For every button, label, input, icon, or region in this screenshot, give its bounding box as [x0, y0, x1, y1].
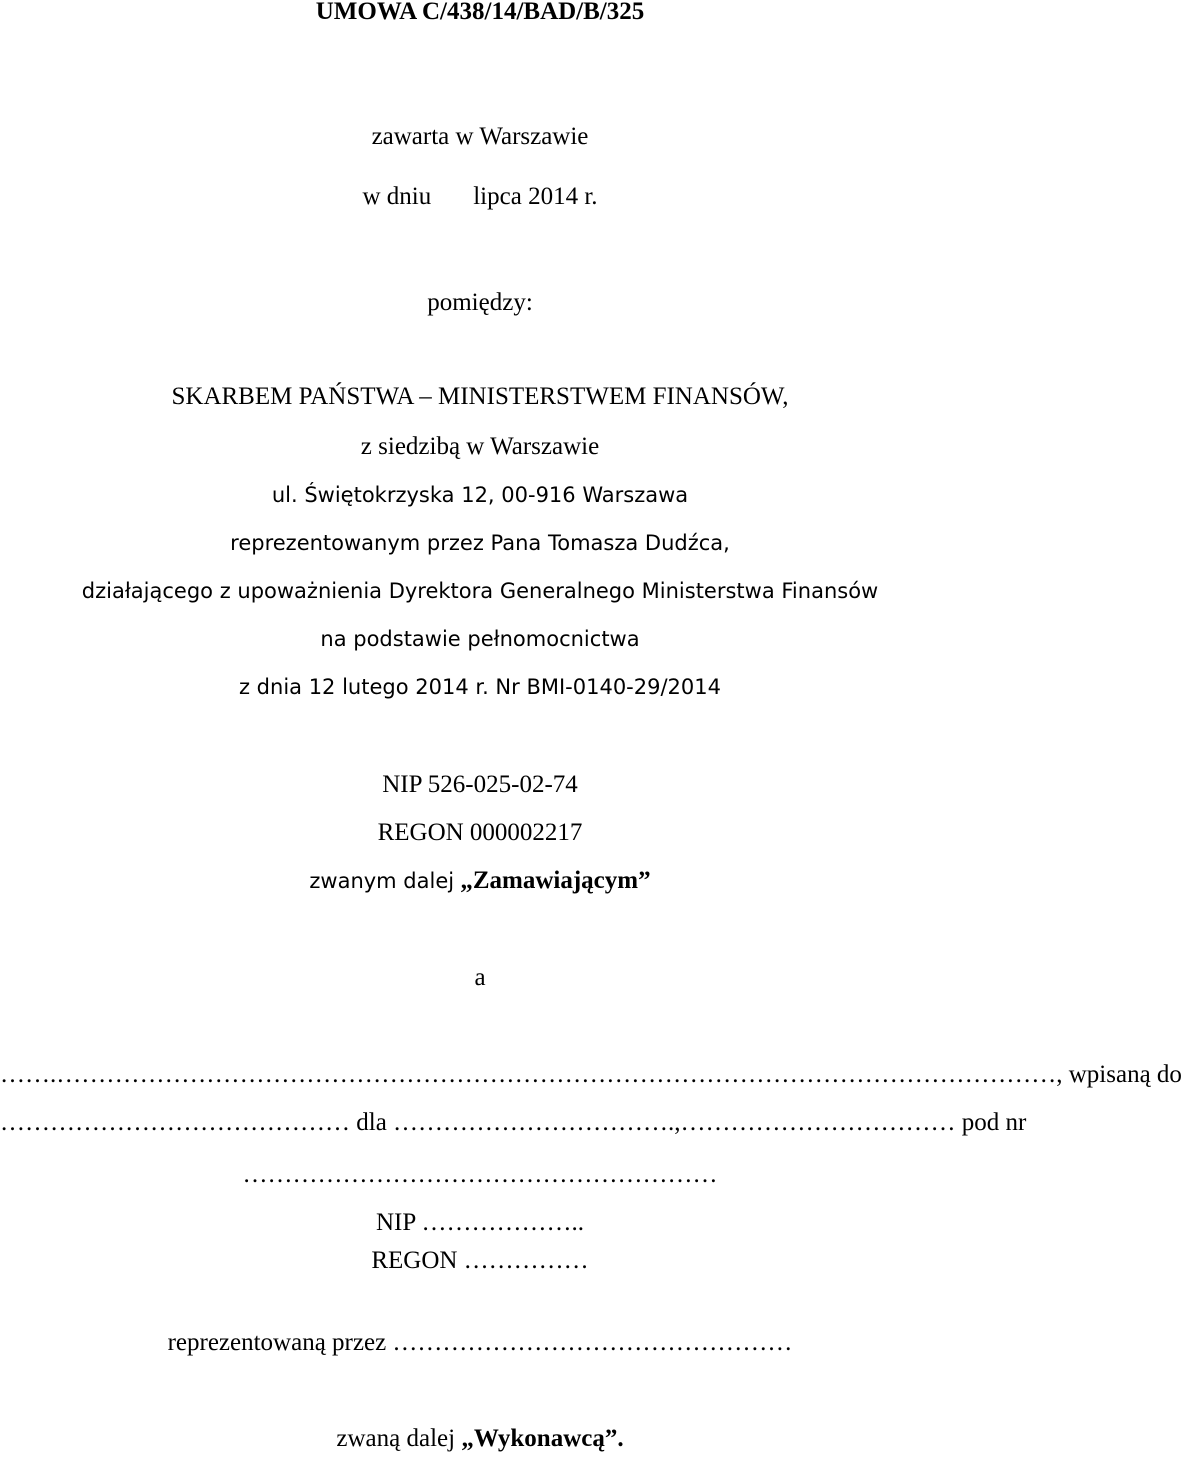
party1-name: SKARBEM PAŃSTWA – MINISTERSTWEM FINANSÓW,	[171, 383, 789, 410]
party2-nip: NIP ………………..	[375, 1209, 585, 1236]
date-suffix: lipca 2014 r.	[473, 183, 598, 210]
and-label: a	[474, 964, 486, 991]
party2-line2: …………………………………… dla …………………………….,…………………………… pod nr	[0, 1109, 1027, 1136]
contract-date	[0, 182, 960, 212]
contract-title: UMOWA C/438/14/BAD/B/325	[315, 0, 645, 25]
party2-called-prefix: zwaną dalej	[336, 1425, 456, 1452]
party1-poa-date: z dnia 12 lutego 2014 r. Nr BMI-0140-29/2014	[238, 675, 721, 699]
between-label: pomiędzy:	[427, 289, 533, 316]
party1-acting: działającego z upoważnienia Dyrektora Generalnego Ministerstwa Finansów	[81, 579, 879, 603]
party1-called	[0, 866, 960, 896]
party1-nip: NIP 526-025-02-74	[382, 771, 578, 798]
date-prefix: w dniu	[362, 183, 432, 210]
party1-address: ul. Świętokrzyska 12, 00-916 Warszawa	[271, 483, 689, 507]
concluded-in: zawarta w Warszawie	[371, 123, 589, 150]
party2-called-name: „Wykonawcą”.	[461, 1425, 624, 1452]
party1-called-prefix: zwanym dalej	[309, 869, 455, 893]
party2-line1: …….…………………………………………………………………………………………………………, wpisaną do	[0, 1061, 1182, 1088]
party1-seat: z siedzibą w Warszawie	[360, 433, 600, 460]
party1-represented-by: reprezentowanym przez Pana Tomasza Dudźca,	[230, 531, 730, 555]
party2-regon: REGON ……………	[371, 1247, 589, 1274]
party2-represented-by: reprezentowaną przez …………………………………………	[167, 1329, 793, 1356]
party1-basis: na podstawie pełnomocnictwa	[320, 627, 640, 651]
party2-line3: …………………………………………………	[242, 1161, 718, 1188]
party2-called	[0, 1424, 960, 1454]
party1-regon: REGON 000002217	[377, 819, 583, 846]
party1-called-name: „Zamawiającym”	[460, 867, 651, 894]
